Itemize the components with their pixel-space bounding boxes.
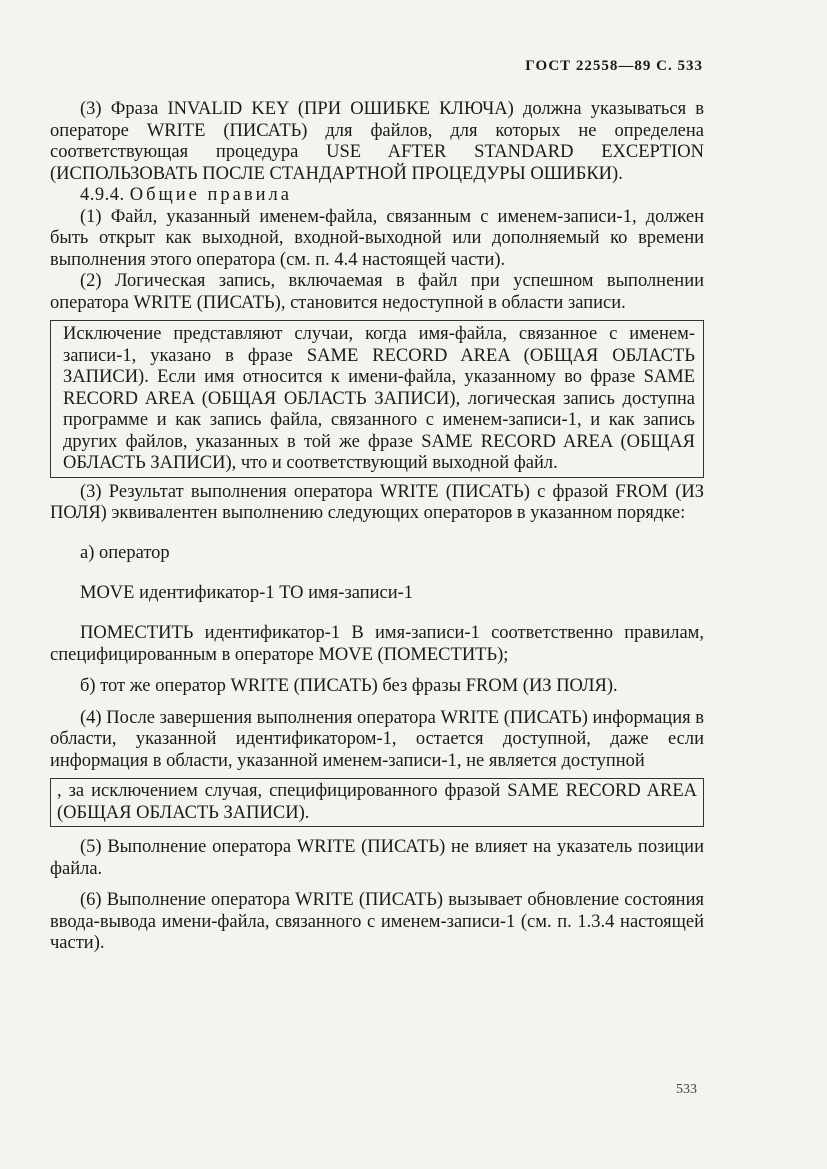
rule-3-item-a: а) оператор: [80, 543, 170, 563]
rule-2: (2) Логическая запись, включаемая в файл при успешном выполнении оператора WRITE (ПИСАТЬ), становится недоступной в области записи.: [50, 271, 704, 313]
rule-4: [50, 708, 704, 773]
paragraph-invalid-key: (3) Фраза INVALID KEY (ПРИ ОШИБКЕ КЛЮЧА) должна указываться в операторе WRITE (ПИСАТЬ) для файлов, для которых не определена соответствующая процедура USE AFTER STANDARD EXCEPTION (ИСПОЛЬЗОВАТЬ ПОСЛЕ СТАНДАРТНОЙ ПРОЦЕДУРЫ ОШИБКИ).: [50, 99, 704, 184]
rule-3: (3) Результат выполнения оператора WRITE (ПИСАТЬ) с фразой FROM (ИЗ ПОЛЯ) эквивалентен выполнению следующих операторов в указанном порядке:: [50, 481, 704, 523]
rule-3-description: ПОМЕСТИТЬ идентификатор-1 В имя-записи-1 соответственно правилам, специфицированным в операторе MOVE (ПОМЕСТИТЬ);: [50, 623, 704, 665]
rule-5: (5) Выполнение оператора WRITE (ПИСАТЬ) не влияет на указатель позиции файла.: [50, 837, 704, 879]
rule-1: (1) Файл, указанный именем-файла, связанным с именем-записи-1, должен быть открыт как выходной, входной-выходной или дополняемый ко времени выполнения этого оператора (см. п. 4.4 настоящей части).: [50, 206, 704, 270]
section-number: 4.9.4.: [80, 185, 125, 205]
page-header: ГОСТ 22558—89 С. 533: [525, 58, 703, 74]
section-title: Общие правила: [129, 185, 292, 205]
rule-4-text: (4) После завершения выполнения оператора WRITE (ПИСАТЬ) информация в области, указанной идентификатором-1, остается доступной, даже если информация в области, указанной именем-записи-1, не является доступной: [50, 707, 704, 771]
document-body: [50, 99, 704, 955]
rule-2-boxed-exception: Исключение представляют случаи, когда имя-файла, связанное с именем-записи-1, указано в фразе SAME RECORD AREA (ОБЩАЯ ОБЛАСТЬ ЗАПИСИ). Если имя относится к имени-файла, указанному во фразе SAME RECORD AREA (ОБЩАЯ ОБЛАСТЬ ЗАПИСИ), логическая запись доступна программе и как запись файла, связанного с именем-записи-1, и как запись других файлов, указанных в той же фразе SAME RECORD AREA (ОБЩАЯ ОБЛАСТЬ ЗАПИСИ), что и соответствующий выходной файл.: [50, 320, 704, 478]
section-heading: [50, 185, 704, 207]
rule-4-box-text: , за исключением случая, специфицированного фразой SAME RECORD AREA (ОБЩАЯ ОБЛАСТЬ ЗАПИСИ): [57, 781, 697, 823]
rule-4-end: .: [304, 802, 310, 823]
rule-6: (6) Выполнение оператора WRITE (ПИСАТЬ) вызывает обновление состояния ввода-вывода имени-файла, связанного с именем-записи-1 (см. п. 1.3.4 настоящей части).: [50, 890, 704, 953]
rule-4-boxed-exception: [50, 778, 704, 827]
rule-3-item-b: б) тот же оператор WRITE (ПИСАТЬ) без фразы FROM (ИЗ ПОЛЯ).: [80, 676, 618, 696]
page-number: 533: [676, 1082, 697, 1097]
rule-3-code: MOVE идентификатор-1 TO имя-записи-1: [80, 583, 414, 603]
